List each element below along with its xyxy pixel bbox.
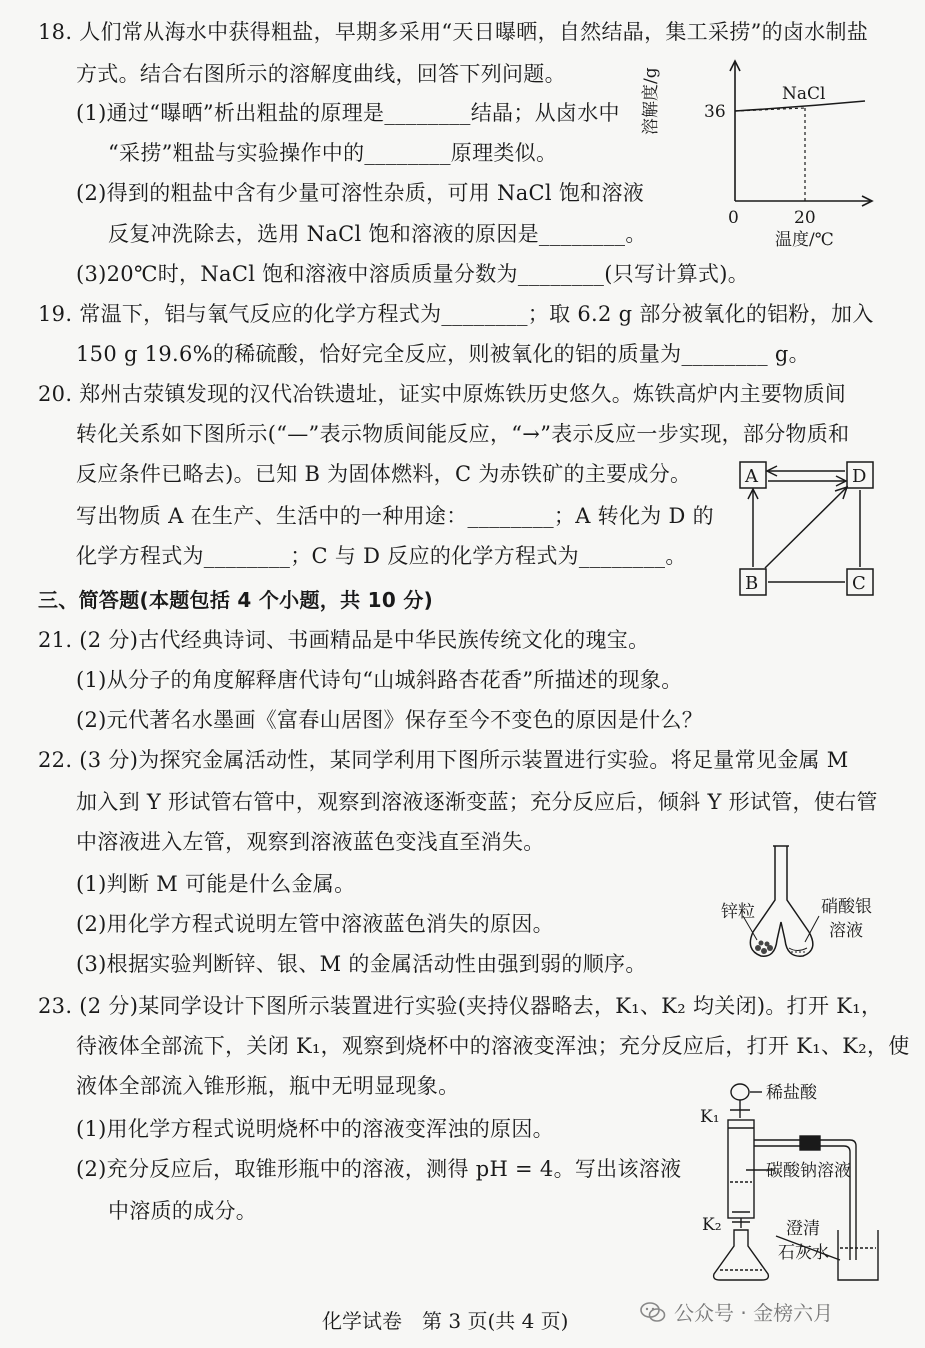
q23-line-6: 中溶质的成分。 bbox=[108, 1199, 258, 1223]
q20-line-2: 转化关系如下图所示(“—”表示物质间能反应，“→”表示反应一步实现，部分物质和 bbox=[76, 422, 850, 446]
page-footer: 化学试卷 第 3 页(共 4 页) bbox=[322, 1309, 569, 1333]
solubility-curve-figure bbox=[641, 55, 880, 250]
y-axis-label: 溶解度/g bbox=[641, 67, 661, 135]
q22-line-2: 加入到 Y 形试管右管中，观察到溶液逐渐变蓝；充分反应后，倾斜 Y 形试管，使右管 bbox=[76, 790, 878, 814]
q23-line-5: (2)充分反应后，取锥形瓶中的溶液，测得 pH = 4。写出该溶液 bbox=[76, 1157, 682, 1181]
node-d: D bbox=[852, 466, 867, 487]
q22-line-1: 22. (3 分)为探究金属活动性，某同学利用下图所示装置进行实验。将足量常见金属 M bbox=[38, 748, 849, 772]
q21-line-2: (1)从分子的角度解释唐代诗句“山城斜路杏花香”所描述的现象。 bbox=[76, 668, 683, 692]
q22-line-5: (2)用化学方程式说明左管中溶液蓝色消失的原因。 bbox=[76, 912, 554, 936]
q20-line-3: 反应条件已略去)。已知 B 为固体燃料，C 为赤铁矿的主要成分。 bbox=[76, 462, 692, 486]
label-limewater-2: 石灰水 bbox=[778, 1243, 829, 1263]
label-k1: K₁ bbox=[700, 1107, 720, 1127]
q22-line-3: 中溶液进入左管，观察到溶液蓝色变浅直至消失。 bbox=[76, 830, 545, 854]
x-axis-label: 温度/℃ bbox=[775, 230, 834, 250]
q18-line-4: “采捞”粗盐与实验操作中的________原理类似。 bbox=[108, 141, 558, 165]
q20-line-4: 写出物质 A 在生产、生活中的一种用途：________；A 转化为 D 的 bbox=[76, 504, 714, 528]
x-origin-label: 0 bbox=[728, 208, 739, 228]
label-k2: K₂ bbox=[702, 1215, 722, 1235]
curve-label-nacl: NaCl bbox=[782, 84, 826, 104]
q23-line-3: 液体全部流入锥形瓶，瓶中无明显现象。 bbox=[76, 1074, 460, 1098]
apparatus-figure bbox=[690, 1070, 895, 1285]
q18-line-7: (3)20℃时，NaCl 饱和溶液中溶质质量分数为________(只写计算式)。 bbox=[76, 262, 749, 286]
label-sodium-carbonate: 碳酸钠溶液 bbox=[766, 1161, 851, 1181]
q18-line-3: (1)通过“曝晒”析出粗盐的原理是________结晶；从卤水中 bbox=[76, 101, 620, 125]
q20-line-5: 化学方程式为________；C 与 D 反应的化学方程式为________。 bbox=[76, 544, 687, 568]
q19-line-1: 19. 常温下，铝与氧气反应的化学方程式为________；取 6.2 g 部分被氧化的铝粉，加入 bbox=[38, 302, 874, 326]
node-c: C bbox=[852, 573, 866, 594]
y-tube-figure bbox=[715, 840, 895, 975]
label-zinc: 锌粒 bbox=[721, 902, 755, 922]
section-3-heading: 三、简答题(本题包括 4 个小题，共 10 分) bbox=[38, 588, 434, 612]
q19-line-2: 150 g 19.6%的稀硫酸，恰好完全反应，则被氧化的铝的质量为________ g。 bbox=[76, 342, 810, 366]
q21-line-3: (2)元代著名水墨画《富春山居图》保存至今不变色的原因是什么？ bbox=[76, 708, 704, 732]
q18-line-6: 反复冲洗除去，选用 NaCl 饱和溶液的原因是________。 bbox=[108, 222, 647, 246]
relation-diagram bbox=[735, 455, 885, 605]
label-silver-nitrate-1: 硝酸银 bbox=[821, 897, 872, 917]
q23-line-1: 23. (2 分)某同学设计下图所示装置进行实验(夹持仪器略去，K₁、K₂ 均关闭)。打开 K₁， bbox=[38, 994, 883, 1018]
q18-line-2: 方式。结合右图所示的溶解度曲线，回答下列问题。 bbox=[76, 62, 566, 86]
q18-line-1: 18. 人们常从海水中获得粗盐，早期多采用“天日曝晒，自然结晶，集工采捞”的卤水制盐 bbox=[38, 20, 869, 44]
watermark-text: 公众号 · 金榜六月 bbox=[674, 1301, 834, 1325]
q21-line-1: 21. (2 分)古代经典诗词、书画精品是中华民族传统文化的瑰宝。 bbox=[38, 628, 650, 652]
label-limewater-1: 澄清 bbox=[786, 1219, 820, 1239]
q18-line-5: (2)得到的粗盐中含有少量可溶性杂质，可用 NaCl 饱和溶液 bbox=[76, 181, 645, 205]
q20-line-1: 20. 郑州古荥镇发现的汉代冶铁遗址，证实中原炼铁历史悠久。炼铁高炉内主要物质间 bbox=[38, 382, 847, 406]
label-silver-nitrate-2: 溶液 bbox=[829, 921, 863, 941]
q23-line-4: (1)用化学方程式说明烧杯中的溶液变浑浊的原因。 bbox=[76, 1117, 554, 1141]
q22-line-6: (3)根据实验判断锌、银、M 的金属活动性由强到弱的顺序。 bbox=[76, 952, 647, 976]
y-tick-36: 36 bbox=[704, 102, 726, 122]
label-dilute-hcl: 稀盐酸 bbox=[766, 1083, 817, 1103]
x-tick-20: 20 bbox=[794, 208, 816, 228]
wechat-icon bbox=[640, 1301, 666, 1323]
q22-line-4: (1)判断 M 可能是什么金属。 bbox=[76, 872, 356, 896]
node-a: A bbox=[745, 466, 758, 487]
q23-line-2: 待液体全部流下，关闭 K₁，观察到烧杯中的溶液变浑浊；充分反应后，打开 K₁、K₂，使 bbox=[76, 1034, 910, 1058]
node-b: B bbox=[745, 573, 759, 594]
watermark bbox=[640, 1297, 833, 1326]
